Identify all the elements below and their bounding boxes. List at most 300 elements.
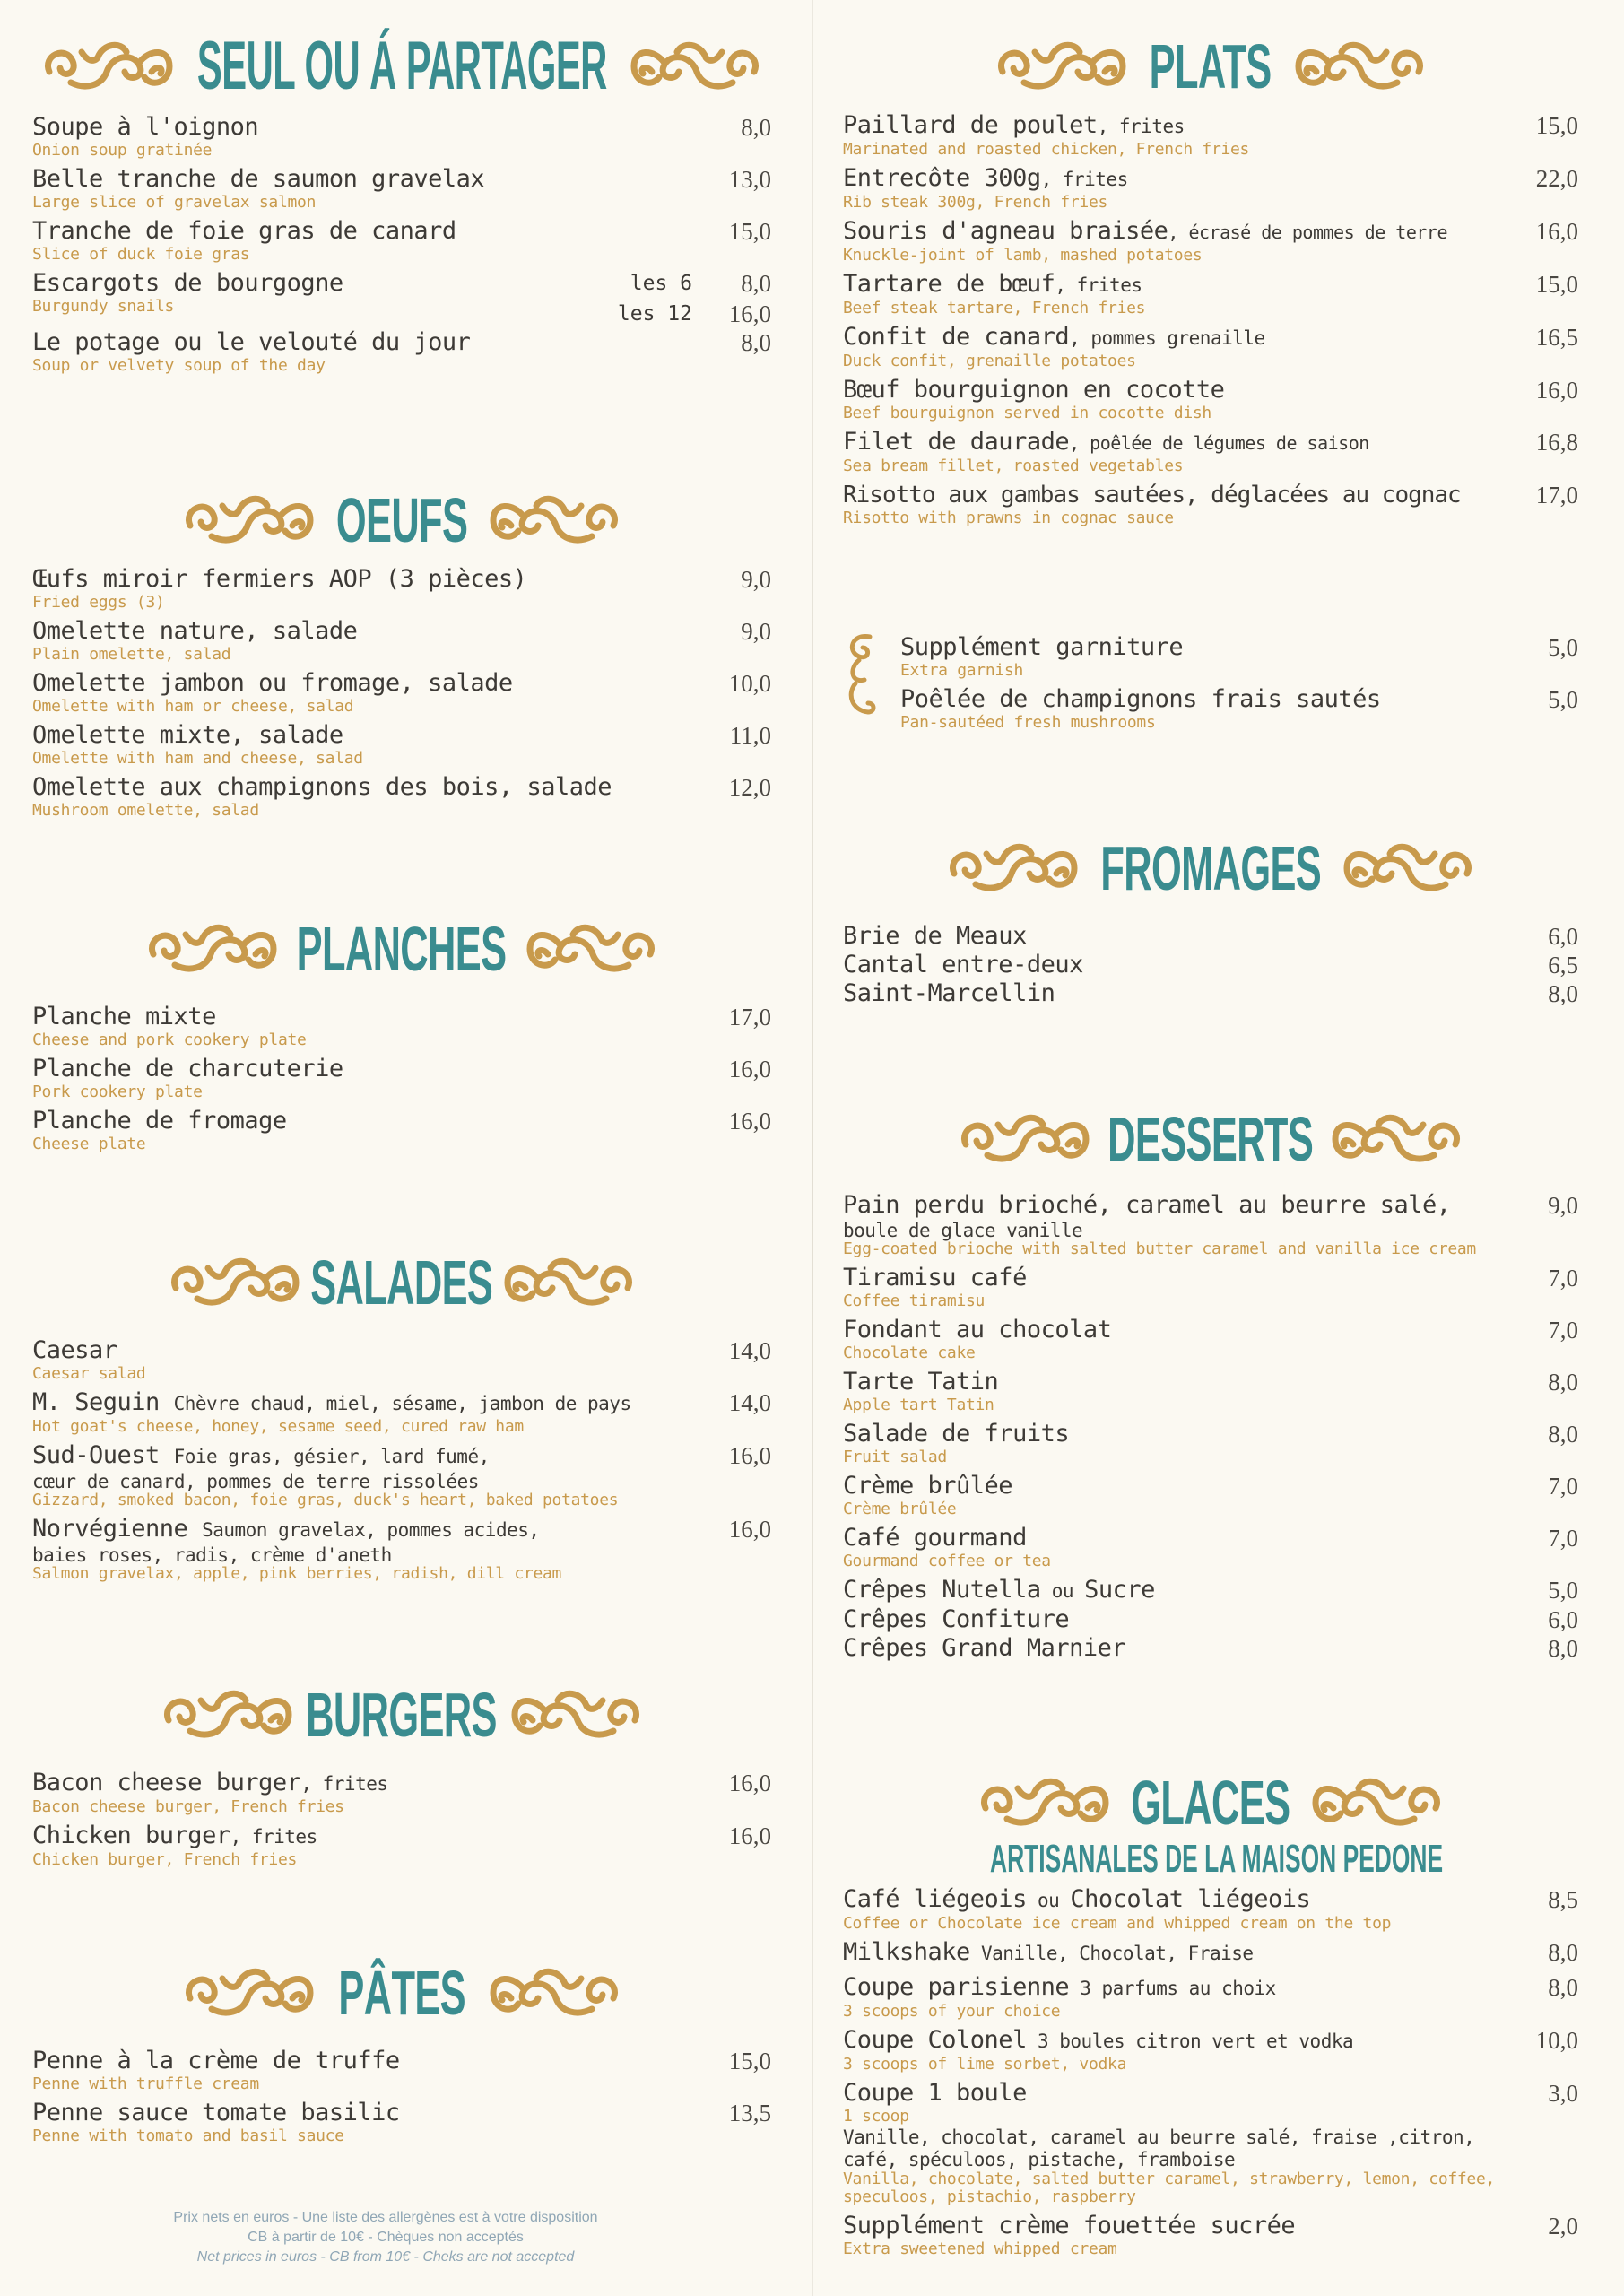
item-price: 8,0 — [1548, 980, 1578, 1007]
item-name: Planche de fromage — [32, 1107, 287, 1135]
ornament-left-icon — [955, 1109, 1090, 1170]
menu-item — [32, 565, 771, 612]
item-list — [32, 1336, 771, 1583]
item-translation: Penne with tomato and basil sauce — [32, 2126, 344, 2145]
item-price: 7,0 — [1548, 1265, 1578, 1292]
item-name: Planche mixte — [32, 1003, 216, 1031]
item-quantity: les 6 — [630, 272, 692, 295]
ornament-right-icon — [1332, 1109, 1466, 1170]
item-description: , pommes grenaille — [1069, 327, 1265, 349]
ornament-left-icon — [179, 490, 314, 551]
section-burgers — [32, 1670, 771, 1869]
item-name: Supplément crème fouettée sucrée — [843, 2212, 1296, 2239]
section-heading — [843, 22, 1578, 111]
item-name: Crêpes Grand Marnier — [843, 1634, 1126, 1662]
item-name: Poêlée de champignons frais sautés — [900, 685, 1381, 713]
item-name: Tranche de foie gras de canard — [32, 217, 456, 245]
item-description: , frites — [230, 1826, 317, 1848]
item-name — [32, 1515, 708, 1544]
item-price: 9,0 — [1548, 1192, 1578, 1219]
item-description: , frites — [1097, 116, 1185, 137]
menu-item — [843, 2079, 1578, 2206]
item-price: 3,0 — [1548, 2080, 1578, 2107]
item-list — [843, 1191, 1578, 1663]
menu-item — [843, 1576, 1578, 1605]
section-title: DESSERTS — [1107, 1104, 1314, 1174]
item-name-main: Coupe parisienne — [843, 1973, 1070, 2001]
section-salades — [32, 1238, 771, 1583]
item-name — [843, 270, 1515, 300]
item-price: 2,0 — [1548, 2213, 1578, 2239]
page-fold — [812, 0, 813, 2296]
ornament-left-icon — [143, 918, 277, 979]
section-plats — [843, 22, 1578, 527]
menu-item — [32, 1107, 771, 1153]
menu-item — [32, 1441, 771, 1509]
menu-item — [843, 270, 1578, 317]
section-pates — [32, 1948, 771, 2145]
item-price: 16,5 — [1535, 324, 1578, 351]
item-name-main: Confit de canard — [843, 323, 1070, 351]
footer-notice — [108, 2208, 664, 2267]
menu-item — [843, 951, 1578, 979]
item-translation: Plain omelette, salad — [32, 645, 231, 664]
item-translation: Vanilla, chocolate, salted butter caramel, strawberry, lemon, coffee, — [843, 2170, 1496, 2188]
item-description: boule de glace vanille — [843, 1220, 1083, 1241]
item-description: , frites — [1055, 274, 1142, 296]
item-translation: Burgundy snails — [32, 297, 175, 316]
item-name-main: Sud-Ouest — [32, 1441, 160, 1469]
item-name-main: Crêpes Nutella — [843, 1576, 1041, 1604]
menu-item — [32, 269, 771, 328]
item-translation: speculoos, pistachio, raspberry — [843, 2187, 1136, 2206]
item-translation: 3 scoops of lime sorbet, vodka — [843, 2055, 1127, 2074]
item-name: Bœuf bourguignon en cocotte — [843, 376, 1225, 404]
item-price: 7,0 — [1548, 1525, 1578, 1552]
item-name: Café gourmand — [843, 1524, 1027, 1552]
item-name — [32, 1769, 708, 1798]
item-translation: Knuckle-joint of lamb, mashed potatoes — [843, 246, 1203, 265]
item-list — [32, 113, 771, 375]
item-price: 6,0 — [1548, 923, 1578, 950]
item-price: 8,0 — [741, 270, 771, 297]
footer-line: Net prices in euros - CB from 10€ - Cheks are not accepted — [196, 2249, 575, 2265]
item-list — [32, 2047, 771, 2145]
item-connector: ou — [1026, 1890, 1071, 1911]
item-translation: Mushroom omelette, salad — [32, 801, 259, 820]
item-name: Œufs miroir fermiers AOP (3 pièces) — [32, 565, 527, 593]
menu-item — [32, 2099, 771, 2145]
menu-item — [32, 1003, 771, 1049]
item-name: Cantal entre-deux — [843, 951, 1083, 978]
menu-item — [843, 323, 1578, 370]
item-price: 13,0 — [728, 166, 771, 193]
ornament-right-icon — [511, 1684, 646, 1745]
item-translation: Soup or velvety soup of the day — [32, 356, 326, 375]
item-name: Supplément garniture — [900, 633, 1184, 661]
menu-item — [32, 617, 771, 664]
menu-item — [843, 1973, 1578, 2021]
ornament-left-icon — [39, 36, 173, 97]
item-description: cœur de canard, pommes de terre rissolées — [32, 1471, 479, 1492]
section-fromages — [843, 823, 1578, 1008]
section-subtitle: ARTISANALES DE LA MAISON PEDONE — [990, 1837, 1444, 1881]
item-description: , frites — [300, 1773, 388, 1795]
item-name: Crêpes Confiture — [843, 1605, 1070, 1633]
section-heading — [32, 1670, 771, 1760]
item-translation: Chicken burger, French fries — [32, 1850, 298, 1869]
menu-item — [900, 633, 1578, 680]
item-price: 9,0 — [741, 566, 771, 593]
item-name-main: Paillard de poulet — [843, 111, 1098, 139]
item-name-main: Chicken burger — [32, 1822, 230, 1849]
item-description: Chèvre chaud, miel, sésame, jambon de pays — [173, 1393, 631, 1414]
item-price: 6,5 — [1548, 952, 1578, 978]
section-heading — [32, 1238, 771, 1327]
item-name-main: Filet de daurade — [843, 428, 1070, 456]
item-price: 15,0 — [1535, 271, 1578, 298]
item-description: , frites — [1040, 169, 1128, 190]
item-list — [843, 1885, 1578, 2258]
item-price: 8,0 — [1548, 1974, 1578, 2001]
item-price: 16,0 — [728, 1770, 771, 1796]
item-name — [843, 111, 1515, 141]
item-translation: Gourmand coffee or tea — [843, 1552, 1051, 1570]
item-translation: Extra garnish — [900, 661, 1023, 680]
item-name: Brie de Meaux — [843, 922, 1027, 950]
item-translation: Penne with truffle cream — [32, 2074, 259, 2093]
menu-item — [32, 165, 771, 212]
ornament-left-icon — [992, 36, 1126, 97]
item-price: 8,0 — [1548, 1939, 1578, 1966]
menu-item — [32, 1388, 771, 1436]
item-name — [32, 1388, 708, 1418]
item-price: 10,0 — [728, 670, 771, 697]
menu-item — [32, 1769, 771, 1816]
section-title: PLANCHES — [297, 914, 507, 984]
menu-item — [32, 773, 771, 820]
item-name — [843, 1938, 1515, 1968]
item-name: Coupe 1 boule — [843, 2079, 1027, 2107]
ornament-left-icon — [165, 1252, 300, 1313]
item-description: café, spéculoos, pistache, framboise — [843, 2149, 1236, 2170]
menu-item — [843, 1264, 1578, 1310]
item-name-main: Coupe Colonel — [843, 2026, 1027, 2054]
item-name-alt: Sucre — [1084, 1576, 1155, 1604]
item-translation: Salmon gravelax, apple, pink berries, radish, dill cream — [32, 1564, 562, 1583]
menu-item — [843, 1938, 1578, 1968]
section-heading — [32, 475, 771, 565]
section-oeufs — [32, 475, 771, 820]
item-name: Le potage ou le velouté du jour — [32, 328, 471, 356]
item-name-main: Entrecôte 300g — [843, 164, 1041, 192]
item-price: 12,0 — [728, 774, 771, 801]
ornament-left-icon — [158, 1684, 292, 1745]
item-list — [900, 633, 1578, 732]
item-translation: Pork cookery plate — [32, 1083, 203, 1101]
item-name: Fondant au chocolat — [843, 1316, 1112, 1344]
menu-item — [900, 685, 1578, 732]
item-translation: Coffee or Chocolate ice cream and whipped cream on the top — [843, 1914, 1392, 1933]
item-translation: Large slice of gravelax salmon — [32, 193, 317, 212]
item-name: Caesar — [32, 1336, 117, 1364]
item-description: baies roses, radis, crème d'aneth — [32, 1544, 392, 1566]
item-price: 11,0 — [729, 722, 771, 749]
item-name — [32, 1822, 708, 1851]
item-translation: Marinated and roasted chicken, French fries — [843, 140, 1250, 159]
ornament-right-icon — [630, 36, 765, 97]
item-name: Tiramisu café — [843, 1264, 1027, 1292]
item-translation: Apple tart Tatin — [843, 1396, 994, 1414]
item-translation: Onion soup gratinée — [32, 141, 213, 160]
item-name: Risotto aux gambas sautées, déglacées au cognac — [843, 482, 1461, 509]
item-price: 16,0 — [728, 1056, 771, 1083]
item-name: Crème brûlée — [843, 1472, 1013, 1500]
ornament-left-icon — [179, 1962, 314, 2023]
menu-item — [32, 113, 771, 160]
item-description: Saumon gravelax, pommes acides, — [202, 1519, 540, 1541]
section-heading — [843, 1094, 1578, 1184]
item-price: 16,0 — [1535, 218, 1578, 245]
item-list — [32, 1769, 771, 1869]
item-price: 8,0 — [1548, 1421, 1578, 1448]
item-translation: Cheese and pork cookery plate — [32, 1031, 307, 1049]
item-price: 8,0 — [741, 329, 771, 356]
item-name-main: Milkshake — [843, 1938, 970, 1966]
section-title: FROMAGES — [1100, 833, 1321, 903]
item-translation: Gizzard, smoked bacon, foie gras, duck's heart, baked potatoes — [32, 1491, 619, 1509]
item-name — [843, 428, 1515, 457]
item-description: Foie gras, gésier, lard fumé, — [173, 1446, 490, 1467]
section-supplements — [843, 624, 1578, 732]
item-price: 8,0 — [1548, 1369, 1578, 1396]
menu-item — [32, 669, 771, 716]
item-price: 15,0 — [728, 218, 771, 245]
item-name: Penne sauce tomate basilic — [32, 2099, 400, 2126]
section-heading — [32, 904, 771, 994]
ornament-right-icon — [1295, 36, 1429, 97]
item-translation: Extra sweetened whipped cream — [843, 2239, 1117, 2258]
item-name: Pain perdu brioché, caramel au beurre salé, — [843, 1191, 1451, 1219]
item-name: Salade de fruits — [843, 1420, 1070, 1448]
item-description: 3 parfums au choix — [1069, 1978, 1276, 1999]
ornament-right-icon — [490, 490, 624, 551]
section-glaces — [843, 1758, 1578, 2258]
section-heading — [32, 22, 771, 111]
section-seul — [32, 22, 771, 375]
menu-item — [843, 1191, 1578, 1258]
item-description: Vanille, chocolat, caramel au beurre salé, fraise ,citron, — [843, 2126, 1475, 2148]
item-list — [843, 111, 1578, 527]
menu-item — [843, 1634, 1578, 1663]
item-list — [32, 1003, 771, 1153]
item-description: , écrasé de pommes de terre — [1168, 222, 1447, 243]
section-heading — [843, 823, 1578, 913]
item-name-main: Café liégeois — [843, 1885, 1027, 1913]
item-price: 5,0 — [1548, 1577, 1578, 1604]
item-name-alt: Chocolat liégeois — [1070, 1885, 1311, 1913]
ornament-right-icon — [1343, 838, 1478, 899]
section-title: BURGERS — [306, 1680, 498, 1750]
item-translation: Cheese plate — [32, 1135, 146, 1153]
item-price: 16,8 — [1535, 429, 1578, 456]
menu-item — [843, 1885, 1578, 1933]
item-description: Vanille, Chocolat, Fraise — [969, 1943, 1254, 1964]
item-translation: Hot goat's cheese, honey, sesame seed, cured raw ham — [32, 1417, 524, 1436]
item-translation: Sea bream fillet, roasted vegetables — [843, 457, 1184, 475]
item-translation: Risotto with prawns in cognac sauce — [843, 509, 1174, 527]
menu-item — [843, 111, 1578, 159]
item-translation: Caesar salad — [32, 1364, 146, 1383]
menu-item — [843, 2026, 1578, 2074]
item-translation: 1 scoop — [843, 2107, 909, 2126]
section-heading — [32, 1948, 771, 2038]
menu-item — [843, 1420, 1578, 1466]
item-price: 13,5 — [728, 2100, 771, 2126]
menu-item — [32, 328, 771, 375]
section-title: SALADES — [310, 1248, 493, 1318]
item-price: 10,0 — [1535, 2027, 1578, 2054]
item-name: Omelette nature, salade — [32, 617, 358, 645]
ornament-right-icon — [1312, 1772, 1446, 1833]
menu-item — [32, 1822, 771, 1869]
item-list — [843, 922, 1578, 1008]
item-price: 14,0 — [728, 1389, 771, 1416]
item-name — [843, 2026, 1515, 2056]
item-translation: Fried eggs (3) — [32, 593, 165, 612]
menu-item — [843, 1316, 1578, 1362]
menu-item — [843, 164, 1578, 212]
item-translation: 3 scoops of your choice — [843, 2002, 1061, 2021]
item-description: 3 boules citron vert et vodka — [1026, 2031, 1354, 2052]
item-price: 16,0 — [728, 1516, 771, 1543]
item-price: 6,0 — [1548, 1606, 1578, 1633]
item-translation: Rib steak 300g, French fries — [843, 193, 1108, 212]
item-connector: ou — [1040, 1580, 1085, 1602]
item-price: 16,0 — [1535, 377, 1578, 404]
item-price: 16,0 — [728, 1442, 771, 1469]
item-name-main: M. Seguin — [32, 1388, 160, 1416]
item-name: Escargots de bourgogne — [32, 269, 343, 297]
item-description-line — [32, 1544, 708, 1565]
item-name: Penne à la crème de truffe — [32, 2047, 400, 2074]
footer-line: Prix nets en euros - Une liste des allergènes est à votre disposition — [173, 2210, 598, 2225]
menu-item — [843, 2212, 1578, 2258]
item-name — [843, 164, 1515, 194]
section-heading — [843, 1758, 1578, 1848]
item-translation: Duck confit, grenaille potatoes — [843, 352, 1136, 370]
item-name: Omelette jambon ou fromage, salade — [32, 669, 513, 697]
item-price: 7,0 — [1548, 1317, 1578, 1344]
item-price: 15,0 — [1535, 112, 1578, 139]
item-list — [32, 565, 771, 820]
item-price: 16,0 — [728, 1822, 771, 1849]
item-price: 15,0 — [728, 2048, 771, 2074]
menu-item — [843, 376, 1578, 422]
item-price: 14,0 — [728, 1337, 771, 1364]
menu-item — [32, 1336, 771, 1383]
item-price: 8,5 — [1548, 1886, 1578, 1913]
item-price: 7,0 — [1548, 1473, 1578, 1500]
ornament-left-icon — [943, 838, 1078, 899]
item-price: 5,0 — [1548, 634, 1578, 661]
item-name — [843, 1885, 1515, 1915]
section-title: OEUFS — [335, 485, 468, 555]
item-price: 16,0 — [728, 1108, 771, 1135]
ornament-right-icon — [526, 918, 661, 979]
item-price: 17,0 — [728, 1004, 771, 1031]
ornament-right-icon — [504, 1252, 638, 1313]
item-name: Saint-Marcellin — [843, 979, 1055, 1007]
item-quantity: les 12 — [617, 302, 692, 326]
item-translation: Crème brûlée — [843, 1500, 957, 1518]
item-description-line — [843, 2148, 1515, 2170]
ornament-left-icon — [975, 1772, 1109, 1833]
item-translation: Chocolate cake — [843, 1344, 976, 1362]
item-name-main: Norvégienne — [32, 1515, 188, 1543]
menu-item — [32, 2047, 771, 2093]
item-translation: Omelette with ham and cheese, salad — [32, 749, 363, 768]
item-name-main: Bacon cheese burger — [32, 1769, 301, 1796]
item-price: 16,0 — [728, 300, 771, 327]
item-translation: Slice of duck foie gras — [32, 245, 250, 264]
item-name: Soupe à l'oignon — [32, 113, 259, 141]
menu-item — [32, 1515, 771, 1583]
item-description-line — [32, 1471, 708, 1492]
item-description-line — [843, 2126, 1515, 2148]
item-name-main: Souris d'agneau braisée — [843, 217, 1168, 245]
item-name: Omelette mixte, salade — [32, 721, 343, 749]
item-translation: Beef bourguignon served in cocotte dish — [843, 404, 1211, 422]
side-ornament-icon — [843, 630, 879, 719]
section-title: PLATS — [1150, 31, 1272, 101]
section-title: GLACES — [1131, 1768, 1290, 1838]
item-translation: Coffee tiramisu — [843, 1292, 986, 1310]
item-name — [843, 1576, 1515, 1605]
item-name — [843, 217, 1515, 247]
item-translation: Bacon cheese burger, French fries — [32, 1797, 344, 1816]
item-description: , poêlée de légumes de saison — [1069, 432, 1369, 454]
item-translation: Omelette with ham or cheese, salad — [32, 697, 354, 716]
item-name: Tarte Tatin — [843, 1368, 999, 1396]
menu-item — [843, 1605, 1578, 1634]
footer-line: CB à partir de 10€ - Chèques non acceptés — [248, 2230, 524, 2245]
item-translation: Egg-coated brioche with salted butter caramel and vanilla ice cream — [843, 1239, 1476, 1258]
item-translation: Fruit salad — [843, 1448, 947, 1466]
item-price: 8,0 — [741, 114, 771, 141]
ornament-right-icon — [490, 1962, 624, 2023]
section-title: PÂTES — [338, 1958, 465, 2028]
item-name — [843, 323, 1515, 352]
item-price: 17,0 — [1535, 482, 1578, 509]
item-price: 9,0 — [741, 618, 771, 645]
menu-item — [843, 481, 1578, 527]
menu-item — [843, 979, 1578, 1008]
section-planches — [32, 904, 771, 1153]
menu-item — [843, 217, 1578, 265]
menu-item — [32, 217, 771, 264]
item-price: 22,0 — [1535, 165, 1578, 192]
menu-item — [843, 1524, 1578, 1570]
menu-item — [843, 1472, 1578, 1518]
item-name — [843, 1973, 1515, 2003]
item-name: Planche de charcuterie — [32, 1055, 343, 1083]
item-price: 5,0 — [1548, 686, 1578, 713]
item-name — [32, 1441, 708, 1471]
menu-item — [32, 1055, 771, 1101]
section-title: SEUL OU Á PARTAGER — [196, 28, 607, 104]
item-price: 8,0 — [1548, 1635, 1578, 1662]
